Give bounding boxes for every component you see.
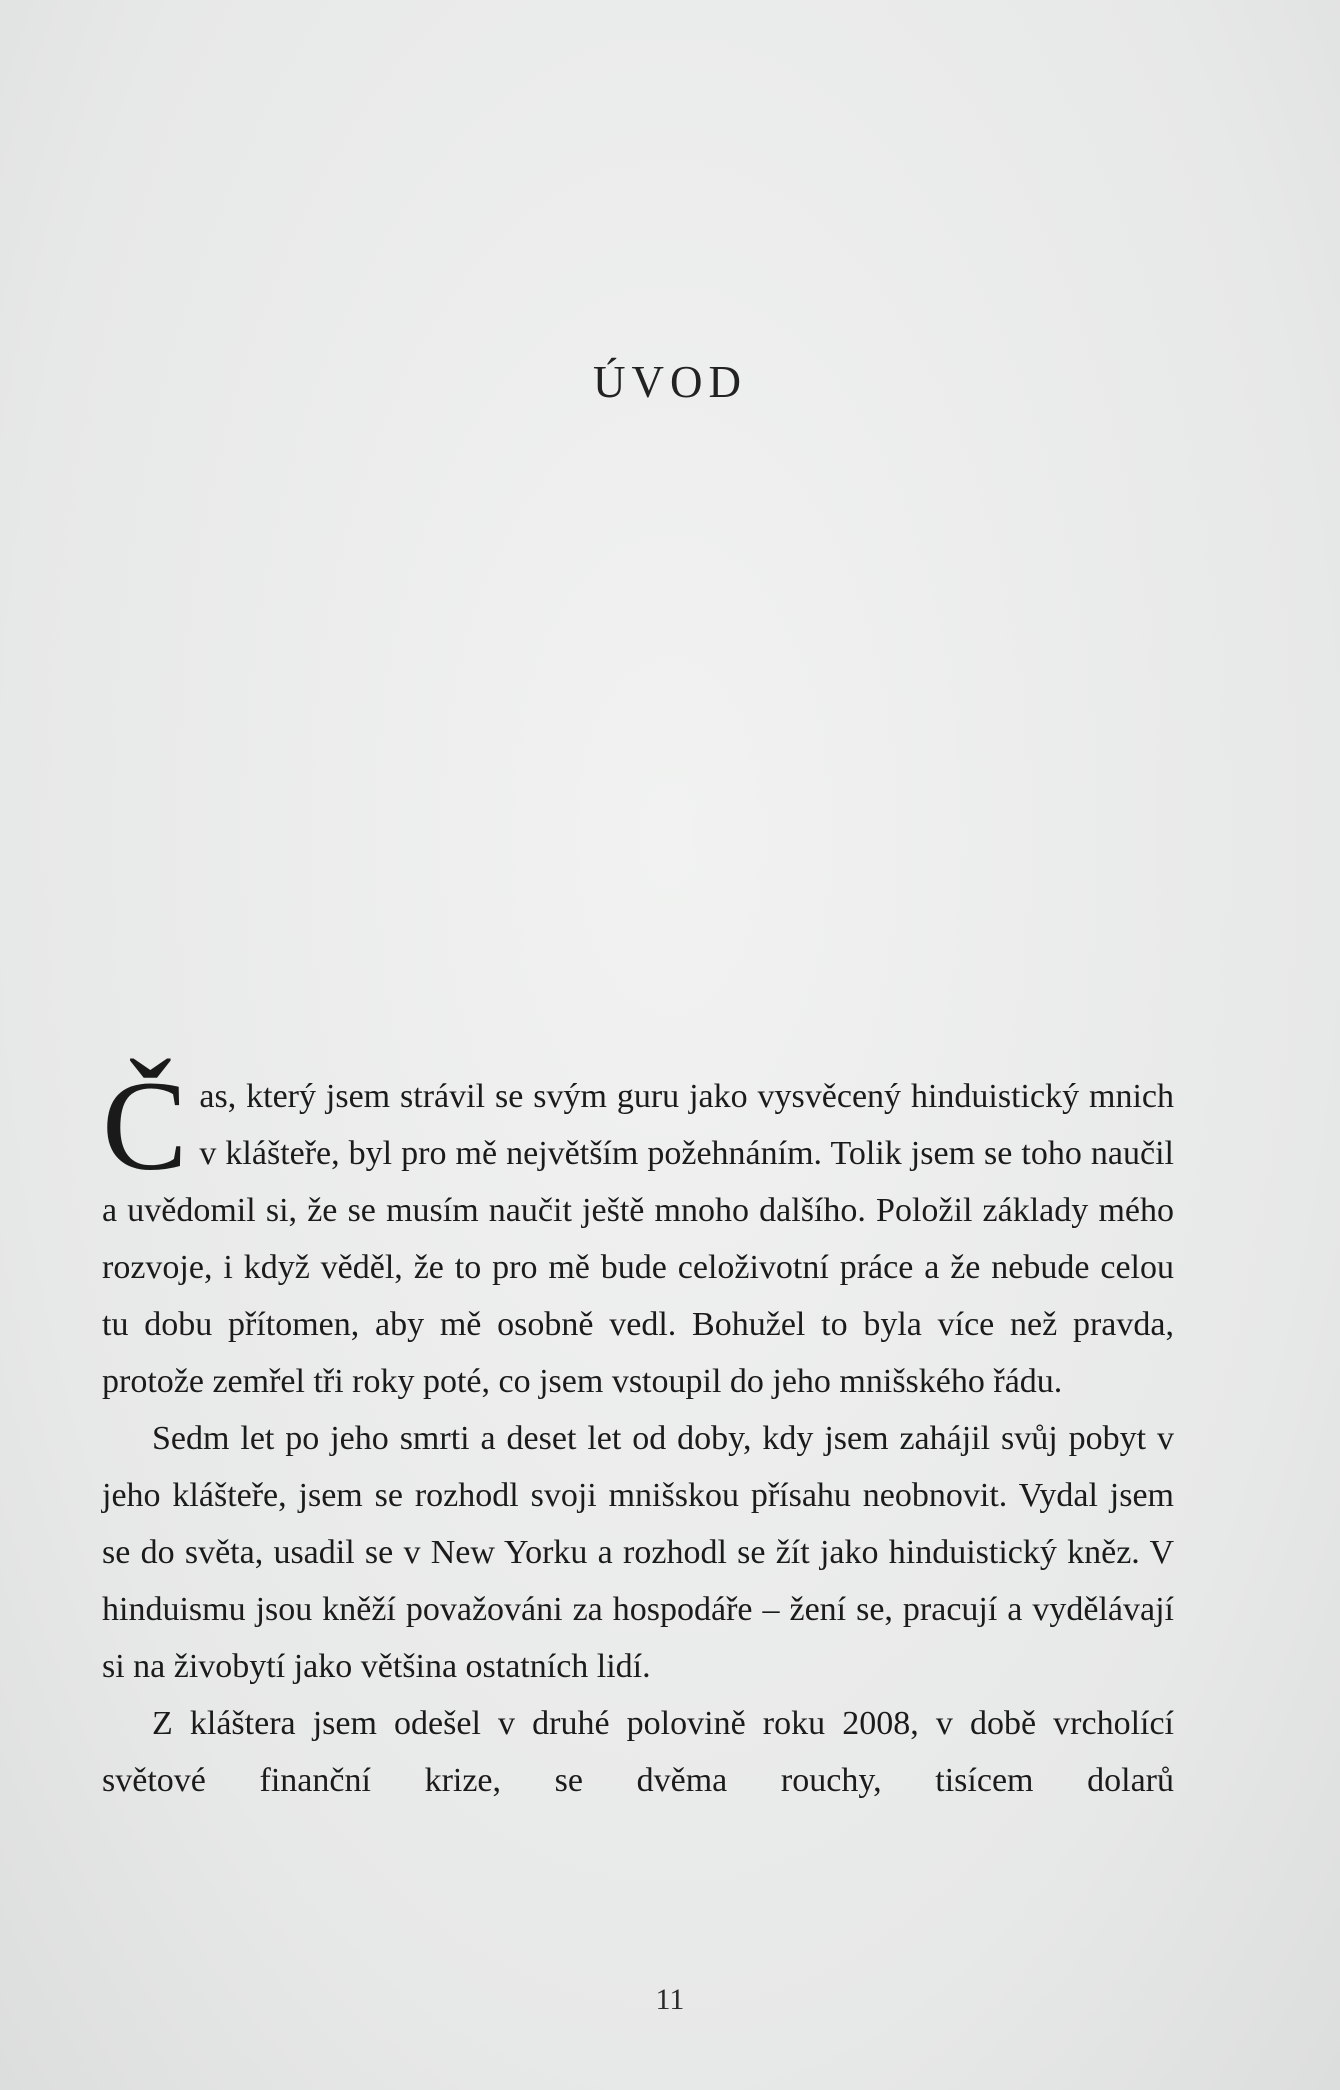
paragraph-3: Z kláštera jsem odešel v druhé polovině roku 2008, v době vrcholící světové finanční krize, se dvěma rouchy, tisícem dolarů xyxy=(102,1705,1174,1799)
paragraph-1 xyxy=(102,1055,1174,1410)
drop-cap: Č xyxy=(102,1055,188,1197)
body-text xyxy=(102,1055,1174,1809)
paragraph-1-text: as, který jsem strávil se svým guru jako vysvěcený hinduistický mnich v klášteře, byl pro mě největším požehnáním. Tolik jsem se toho naučil a uvědomil si, že se musím naučit ještě mnoho dalšího. Položil základy mého rozvoje, i když věděl, že to pro mě bude celoživotní práce a že nebude celou tu dobu přítomen, aby mě osobně vedl. Bohužel to byla více než pravda, protože zemřel tři roky poté, co jsem vstoupil do jeho mnišského řádu. xyxy=(102,1078,1174,1400)
page-number: 11 xyxy=(655,1983,685,2016)
paragraph-2: Sedm let po jeho smrti a deset let od doby, kdy jsem zahájil svůj pobyt v jeho klášteře, jsem se rozhodl svoji mnišskou přísahu neobnovit. Vydal jsem se do světa, usadil se v New Yorku a rozhodl se žít jako hinduistický kněz. V hinduismu jsou kněží považováni za hospodáře – žení se, pracují a vydělávají si na živobytí jako většina ostatních lidí. xyxy=(102,1420,1174,1685)
chapter-title: ÚVOD xyxy=(593,357,747,407)
